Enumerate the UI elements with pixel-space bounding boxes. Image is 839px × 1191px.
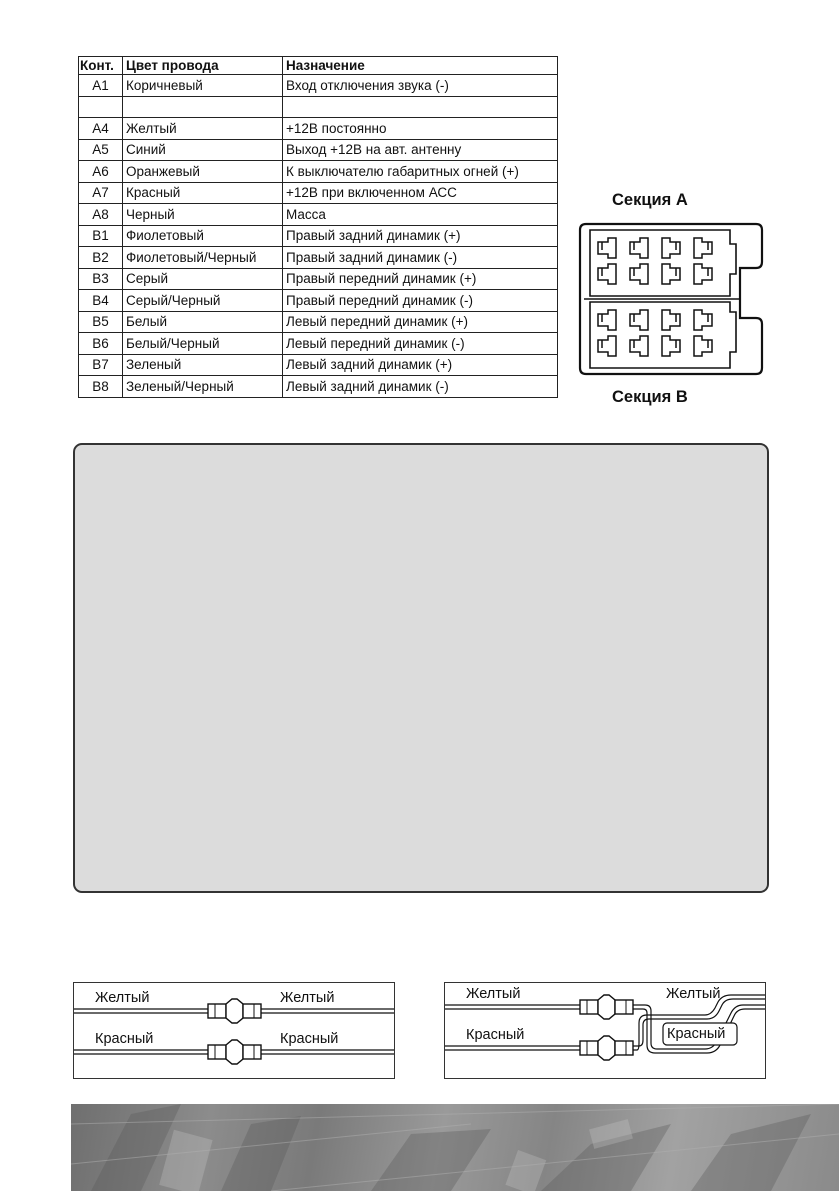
wiring-diagram-right [444,982,766,1079]
purpose-cell: Правый передний динамик (+) [283,268,558,290]
table-row [79,354,558,376]
purpose-cell: Правый задний динамик (-) [283,247,558,269]
purpose-cell: Выход +12В на авт. антенну [283,139,558,161]
wire-color-cell: Коричневый [123,75,283,97]
purpose-cell: Левый передний динамик (-) [283,333,558,355]
wire-label-red-right-r: Красный [667,1026,726,1042]
wire-color-cell: Белый [123,311,283,333]
purpose-cell: +12В при включенном АСС [283,182,558,204]
wire-label-yellow-right-r: Желтый [666,986,721,1002]
iso-connector-diagram [578,222,768,378]
wire-color-cell [123,96,283,118]
wire-label-red-left: Красный [95,1031,154,1047]
wire-color-cell: Оранжевый [123,161,283,183]
purpose-cell: Левый передний динамик (+) [283,311,558,333]
wire-color-cell: Красный [123,182,283,204]
decorative-texture [71,1104,839,1191]
purpose-cell: Левый задний динамик (-) [283,376,558,398]
table-row [79,290,558,312]
red-rca-connector [208,1040,261,1064]
wire-label-red-left-r: Красный [466,1027,525,1043]
wire-color-cell: Черный [123,204,283,226]
wire-color-cell: Серый [123,268,283,290]
wire-color-cell: Желтый [123,118,283,140]
header-wire-color: Цвет провода [123,57,283,75]
wire-color-cell: Синий [123,139,283,161]
wire-label-yellow-left: Желтый [95,990,150,1006]
pin-cell: B6 [79,333,123,355]
red-rca-connector-right [580,1036,633,1060]
wire-color-cell: Белый/Черный [123,333,283,355]
wire-color-cell: Фиолетовый [123,225,283,247]
table-row [79,333,558,355]
wire-color-cell: Зеленый/Черный [123,376,283,398]
purpose-cell: Вход отключения звука (-) [283,75,558,97]
pin-cell: B3 [79,268,123,290]
pin-cell: B1 [79,225,123,247]
note-panel [73,443,769,893]
yellow-rca-connector-right [580,995,633,1019]
table-header-row [79,57,558,75]
purpose-cell: Правый передний динамик (-) [283,290,558,312]
table-row [79,75,558,97]
table-row [79,96,558,118]
pin-cell: A5 [79,139,123,161]
pin-cell: B4 [79,290,123,312]
pinout-table [78,56,558,398]
pin-cell: B2 [79,247,123,269]
purpose-cell: Правый задний динамик (+) [283,225,558,247]
purpose-cell [283,96,558,118]
wire-color-cell: Серый/Черный [123,290,283,312]
wire-color-cell: Зеленый [123,354,283,376]
pin-cell: A8 [79,204,123,226]
header-purpose: Назначение [283,57,558,75]
table-row [79,118,558,140]
table-row [79,204,558,226]
section-a-label: Секция А [612,191,688,209]
pin-cell [79,96,123,118]
table-row [79,182,558,204]
pin-cell: A7 [79,182,123,204]
wire-label-red-right: Красный [280,1031,339,1047]
header-pin: Конт. [79,57,123,75]
purpose-cell: Левый задний динамик (+) [283,354,558,376]
wire-color-cell: Фиолетовый/Черный [123,247,283,269]
pin-cell: A1 [79,75,123,97]
table-row [79,376,558,398]
table-row [79,311,558,333]
wire-label-yellow-right: Желтый [280,990,335,1006]
pin-cell: B5 [79,311,123,333]
yellow-rca-connector [208,999,261,1023]
table-row [79,139,558,161]
pin-cell: B7 [79,354,123,376]
section-b-label: Секция В [612,388,688,406]
pin-cell: A6 [79,161,123,183]
pin-cell: B8 [79,376,123,398]
purpose-cell: Масса [283,204,558,226]
purpose-cell: К выключателю габаритных огней (+) [283,161,558,183]
table-row [79,268,558,290]
table-row [79,247,558,269]
purpose-cell: +12В постоянно [283,118,558,140]
pin-cell: A4 [79,118,123,140]
wire-label-yellow-left-r: Желтый [466,986,521,1002]
decorative-photo-band [71,1104,839,1191]
table-row [79,161,558,183]
table-row [79,225,558,247]
wiring-diagram-left [73,982,395,1079]
